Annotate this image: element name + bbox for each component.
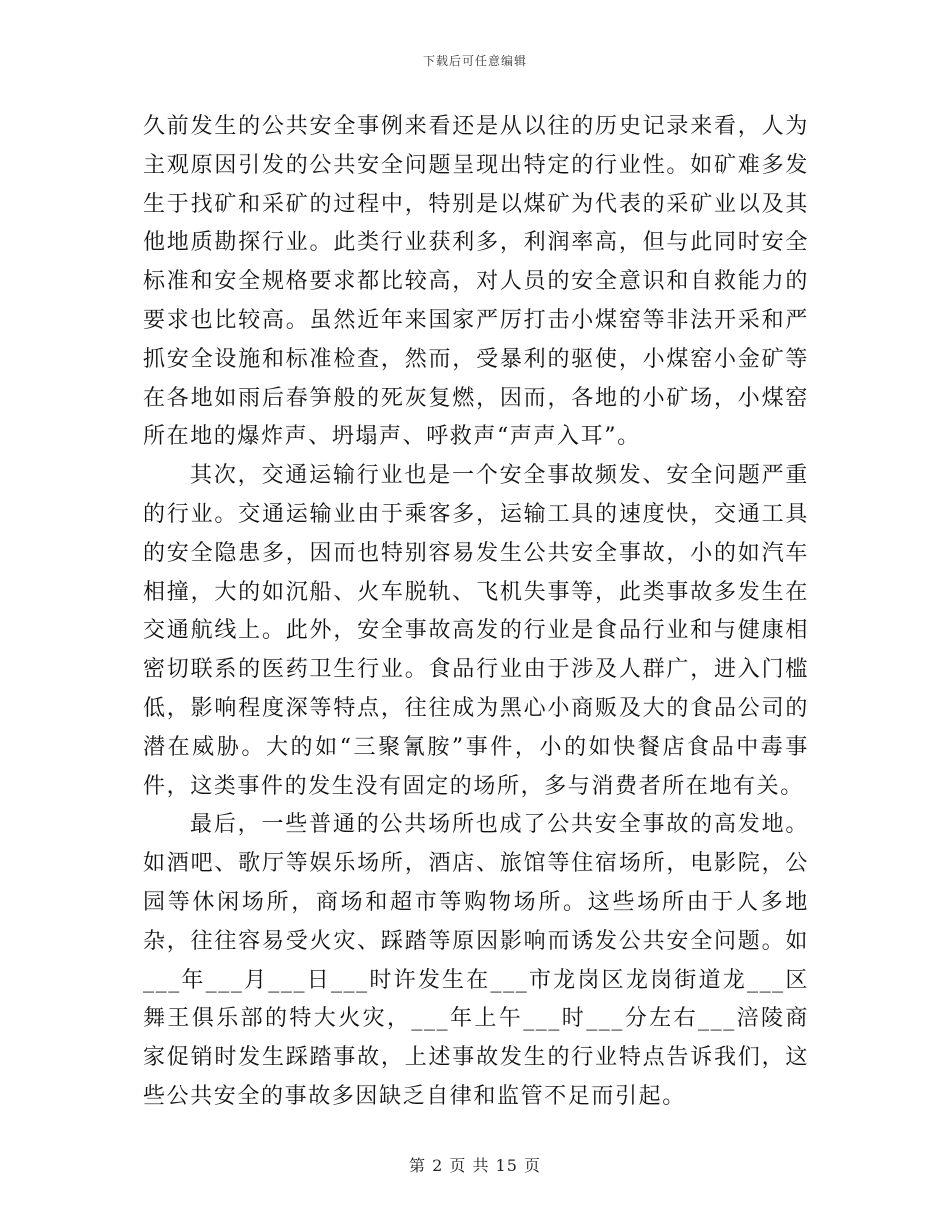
page-header: 下载后可任意编辑: [422, 54, 527, 68]
paragraph-public-places: 最后，一些普通的公共场所也成了公共安全事故的高发地。如酒吧、歌厅等娱乐场所，酒店、旅馆等住宿场所，电影院，公园等休闲场所，商场和超市等购物场所。这些场所由于人多地杂，往往容易受火灾、踩踏等原因影响而诱发公共安全问题。如___年___月___日___时许发生在___市龙岗区龙岗街道龙___区舞王俱乐部的特大火灾，___年上午___时___分左右___涪陵商家促销时发生踩踏事故，上述事故发生的行业特点告诉我们，这些公共安全的事故多因缺乏自律和监管不足而引起。: [143, 812, 809, 1109]
page-number: 第 2 页 共 15 页: [409, 1156, 541, 1175]
document-body: [143, 108, 809, 1117]
paragraph-transportation: 其次，交通运输行业也是一个安全事故频发、安全问题严重的行业。交通运输业由于乘客多，运输工具的速度快，交通工具的安全隐患多，因而也特别容易发生公共安全事故，小的如汽车相撞，大的如沉船、火车脱轨、飞机失事等，此类事故多发生在交通航线上。此外，安全事故高发的行业是食品行业和与健康相密切联系的医药卫生行业。食品行业由于涉及人群广，进入门槛低，影响程度深等特点，往往成为黑心小商贩及大的食品公司的潜在威胁。大的如“三聚氰胺”事件，小的如快餐店食品中毒事件，这类事件的发生没有固定的场所，多与消费者所在地有关。: [143, 463, 809, 799]
paragraph-continuation: 久前发生的公共安全事例来看还是从以往的历史记录来看，人为主观原因引发的公共安全问题呈现出特定的行业性。如矿难多发生于找矿和采矿的过程中，特别是以煤矿为代表的采矿业以及其他地质勘探行业。此类行业获利多，利润率高，但与此同时安全标准和安全规格要求都比较高，对人员的安全意识和自救能力的要求也比较高。虽然近年来国家严厉打击小煤窑等非法开采和严抓安全设施和标准检查，然而，受暴利的驱使，小煤窑小金矿等在各地如雨后春笋般的死灰复燃，因而，各地的小矿场，小煤窑所在地的爆炸声、坍塌声、呼救声“声声入耳”。: [143, 114, 809, 450]
